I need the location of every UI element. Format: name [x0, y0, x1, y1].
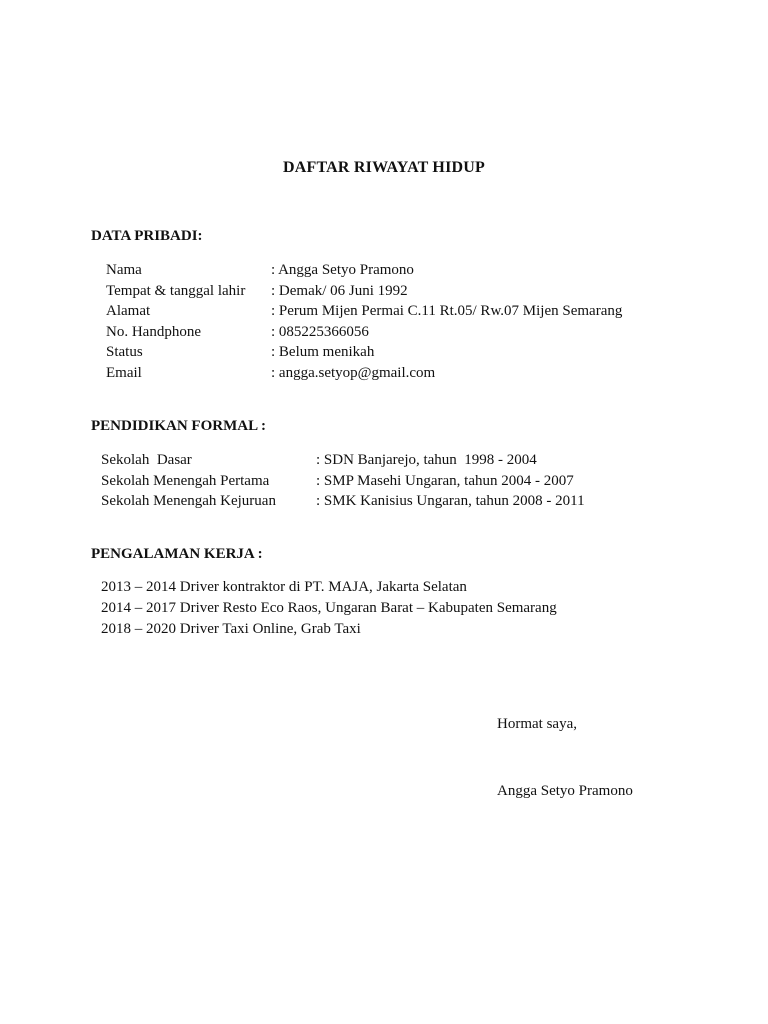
- personal-value: : Demak/ 06 Juni 1992: [271, 282, 408, 299]
- closing-greeting: Hormat saya,: [497, 716, 577, 732]
- personal-value: : 085225366056: [271, 323, 369, 340]
- education-label: Sekolah Dasar: [101, 452, 192, 468]
- personal-label: Email: [106, 364, 142, 381]
- education-label: Sekolah Menengah Pertama: [101, 472, 270, 489]
- education-row-sd: [101, 450, 701, 471]
- personal-label: Status: [106, 344, 143, 360]
- education-row-smp: [101, 471, 701, 492]
- personal-value: : Belum menikah: [271, 344, 375, 360]
- personal-value: : Perum Mijen Permai C.11 Rt.05/ Rw.07 Mijen Semarang: [271, 303, 623, 319]
- experience-heading: PENGALAMAN KERJA :: [91, 546, 263, 562]
- personal-row-email: [106, 363, 666, 384]
- personal-value: : Angga Setyo Pramono: [271, 262, 414, 278]
- education-list: [101, 450, 701, 512]
- education-value: : SDN Banjarejo, tahun 1998 - 2004: [316, 452, 537, 468]
- personal-label: Nama: [106, 262, 142, 278]
- personal-row-status: [106, 342, 666, 363]
- signer-name: Angga Setyo Pramono: [497, 783, 633, 799]
- personal-row-name: [106, 260, 666, 281]
- personal-row-address: [106, 301, 666, 322]
- education-value: : SMP Masehi Ungaran, tahun 2004 - 2007: [316, 472, 574, 489]
- experience-item: 2014 – 2017 Driver Resto Eco Raos, Ungaran Barat – Kabupaten Semarang: [101, 600, 557, 616]
- personal-data-heading: DATA PRIBADI:: [91, 228, 203, 244]
- education-row-smk: [101, 491, 701, 512]
- personal-label: Alamat: [106, 303, 151, 319]
- document-title: DAFTAR RIWAYAT HIDUP: [283, 159, 485, 176]
- personal-row-phone: [106, 322, 666, 343]
- experience-item: 2013 – 2014 Driver kontraktor di PT. MAJA, Jakarta Selatan: [101, 579, 467, 595]
- personal-label: Tempat & tanggal lahir: [106, 282, 246, 299]
- education-value: : SMK Kanisius Ungaran, tahun 2008 - 2011: [316, 493, 585, 509]
- personal-data-list: [106, 260, 666, 383]
- experience-item: 2018 – 2020 Driver Taxi Online, Grab Taxi: [101, 621, 361, 637]
- personal-row-birth: [106, 281, 666, 302]
- personal-value: : angga.setyop@gmail.com: [271, 364, 436, 381]
- education-label: Sekolah Menengah Kejuruan: [101, 493, 276, 509]
- experience-list: [101, 577, 701, 640]
- personal-label: No. Handphone: [106, 323, 201, 340]
- education-heading: PENDIDIKAN FORMAL :: [91, 418, 266, 434]
